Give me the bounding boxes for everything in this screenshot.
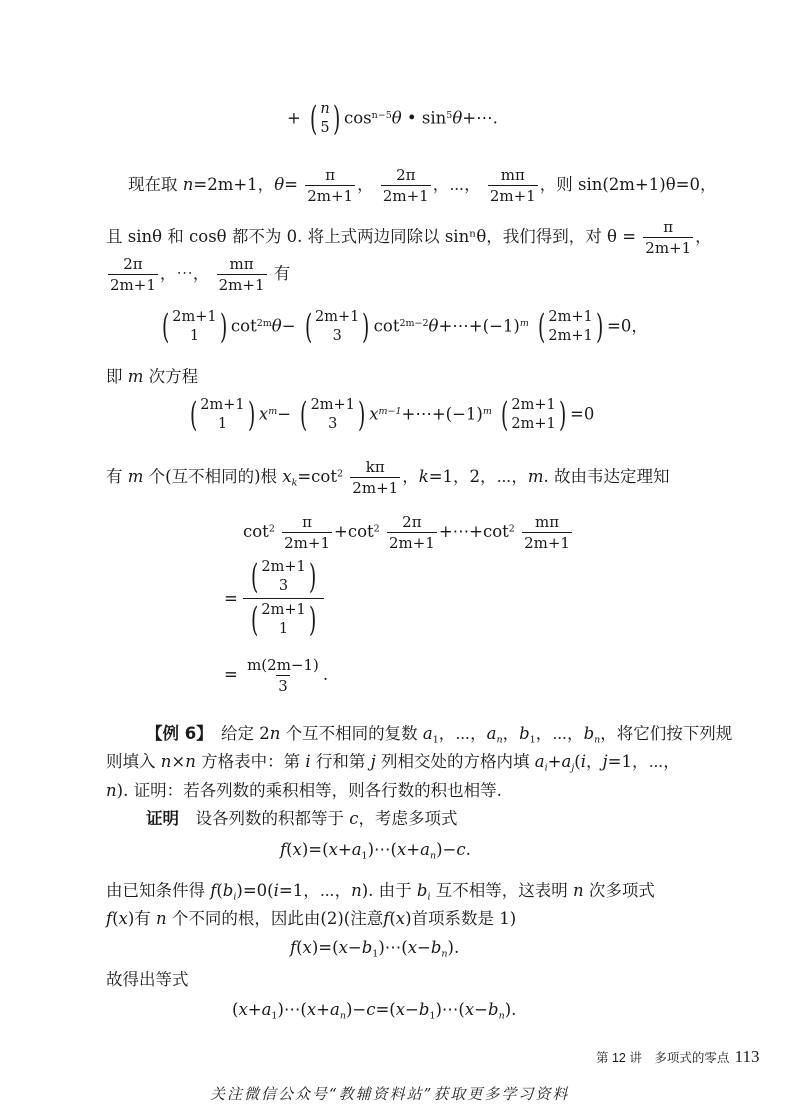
paragraph-line: f(x)有 n 个不同的根，因此由(2)(注意f(x)首项系数是 1) [106,909,517,928]
equation-series-tail: + ( n 5 ) $\cos^{n-5}\theta$ • $\sin^5\theta+\cdots$. [287,99,498,139]
paragraph-line: 即 m 次方程 [106,367,199,386]
equation-result: = $\frac{m(2m-1)}{3}$ . [224,656,329,695]
proof-line: 证明 设各列数的积都等于 c，考虑多项式 [146,809,458,828]
equation-final: $(x+a_1)\cdots(x+a_n)-c=(x-b_1)\cdots(x-b_n)$. [232,1000,517,1022]
binomial: ( n 5 ) [310,99,340,139]
page-number: 113 [734,1047,760,1066]
paragraph-line: n). 证明：若各列数的乘积相等，则各行数的积也相等. [106,781,502,800]
chapter-label: 第 12 讲 多项式的零点 [596,1051,730,1065]
equation-fx-factored: $f(x)=(x-b_1)\cdots(x-b_n)$. [290,938,460,960]
example-heading-line: 【例 6】 给定 2n 个互不相同的复数 $a_1$，⋯，$a_n$，$b_1$，⋯，$b_n$，将它们按下列规 [146,724,733,746]
paragraph-line: 现在取 n=2m+1，θ= $\frac{\pi}{2m+1}$ ， $\frac{2\pi}{2m+1}$ ，⋯， $\frac{m\pi}{2m+1}$ ，则 sin(2m+1)θ=0， [128,166,717,205]
paragraph-line: 故得出等式 [106,970,189,989]
paragraph-line: 则填入 n×n 方格表中：第 i 行和第 j 列相交处的方格内填 $a_i+a_j(i$，j=1，⋯， [106,752,680,774]
equation-cot-sum: ( 2m+1 1 ) $\cot^{2m}\theta-$ ( 2m+1 3 ) $\cot^{2m-2}\theta+\cdots+(-1)^m$ ( 2m+1 2m+1 ) =0， [161,307,648,347]
page-footer [596,1047,759,1067]
paragraph-line: $\frac{2\pi}{2m+1}$ ，⋯， $\frac{m\pi}{2m+1}$ 有 [110,255,291,294]
equation-polynomial: ( 2m+1 1 ) $x^m-$ ( 2m+1 3 ) $x^{m-1}+\cdots+(-1)^m$ ( 2m+1 2m+1 ) =0 [189,395,595,435]
paragraph-line: 由已知条件得 $f(b_i)=0(i=1$，⋯，n). 由于 $b_i$ 互不相等，这表明 n 次多项式 [106,881,655,903]
watermark-banner: 关注微信公众号“教辅资料站”获取更多学习资料 [210,1085,570,1103]
equation-fx: $f(x)=(x+a_1)\cdots(x+a_n)-c$. [280,840,471,862]
equation-binom-ratio: = ( 2m+1 3 ) ( 2m+1 1 ) [224,558,324,639]
paragraph-line: 有 m 个(互不相同的)根 $x_k=\cot^2$ $\frac{k\pi}{2m+1}$ ，k=1，2，⋯，m. 故由韦达定理知 [106,458,670,497]
paragraph-line: 且 sinθ 和 cosθ 都不为 0. 将上式两边同除以 sinⁿθ，我们得到，对 θ = $\frac{\pi}{2m+1}$ ， [106,218,712,257]
equation-cot-squares: $\cot^2$ $\frac{\pi}{2m+1}$ $+\cot^2$ $\frac{2\pi}{2m+1}$ $+\cdots+\cot^2$ $\frac{m\pi}{2m+1}$ [243,513,570,552]
